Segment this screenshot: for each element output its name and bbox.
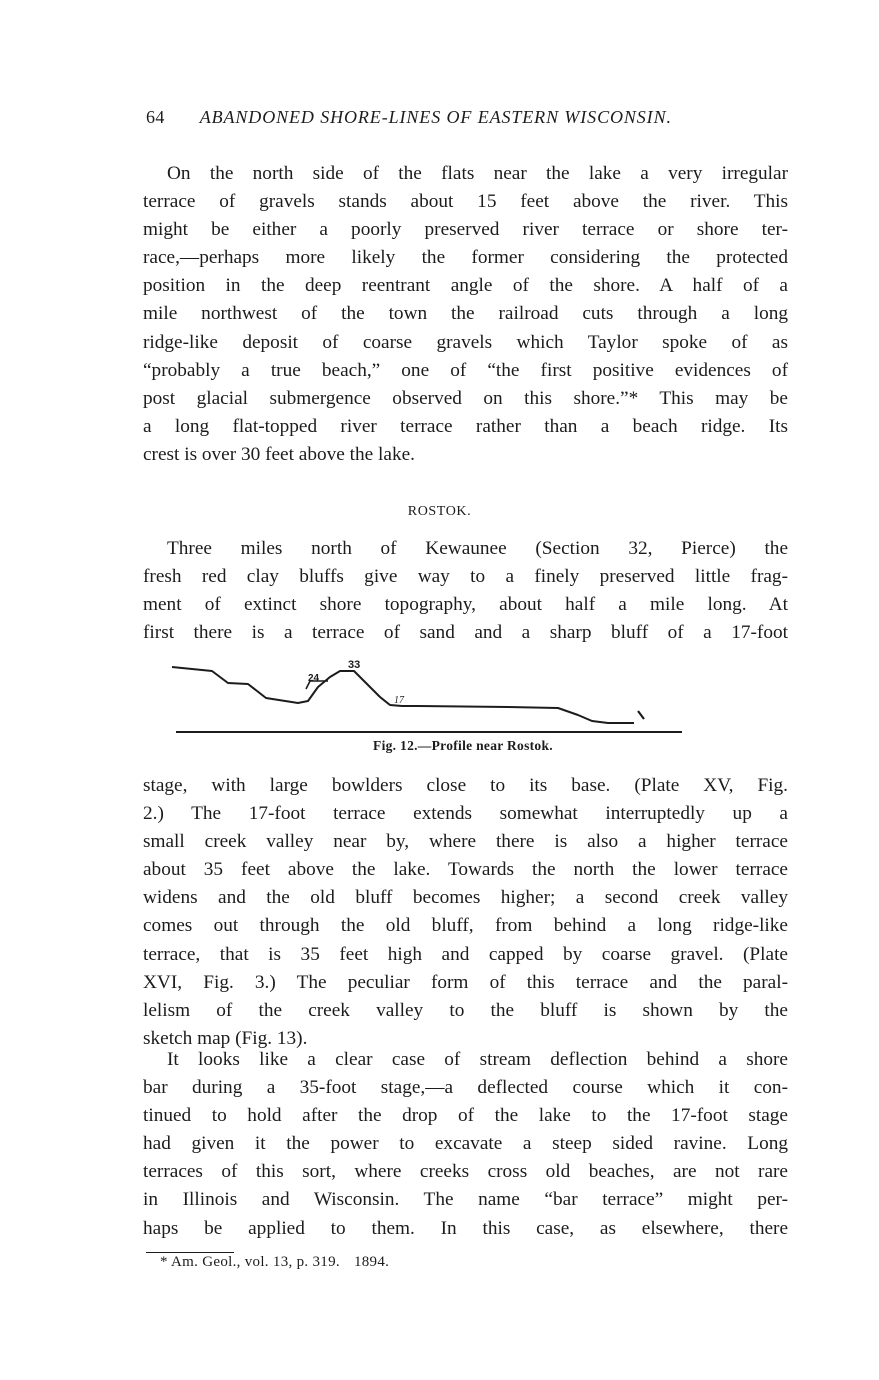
footnote — [160, 1254, 389, 1271]
text-line: mile northwest of the town the railroad cuts through a long — [143, 303, 788, 325]
text-line: XVI, Fig. 3.) The peculiar form of this terrace and the paral- — [143, 971, 788, 993]
shore-tick — [638, 711, 644, 719]
text-line: had given it the power to excavate a steep sided ravine. Long — [143, 1133, 788, 1155]
text-line: terraces of this sort, where creeks cross old beaches, are not rare — [143, 1161, 788, 1183]
text-line: position in the deep reentrant angle of the shore. A half of a — [143, 275, 788, 297]
running-header — [146, 107, 786, 128]
text-line: terrace of gravels stands about 15 feet above the river. This — [143, 191, 788, 213]
text-line: ridge-like deposit of coarse gravels which Taylor spoke of as — [143, 331, 788, 353]
text-line: fresh red clay bluffs give way to a finely preserved little frag- — [143, 566, 788, 588]
text-line: about 35 feet above the lake. Towards the north the lower terrace — [143, 859, 788, 881]
page-number: 64 — [146, 107, 165, 127]
text-line: small creek valley near by, where there is also a higher terrace — [143, 831, 788, 853]
text-line: It looks like a clear case of stream deflection behind a shore — [167, 1049, 788, 1070]
elevation-label-33: 33 — [348, 659, 361, 671]
text-line: in Illinois and Wisconsin. The name “bar terrace” might per- — [143, 1189, 788, 1211]
elevation-label-17: 17 — [394, 695, 404, 706]
text-line: comes out through the old bluff, from behind a long ridge-like — [143, 915, 788, 937]
text-line: bar during a 35-foot stage,—a deflected course which it con- — [143, 1077, 788, 1099]
section-heading: ROSTOK. — [407, 504, 472, 519]
text-line: a long flat-topped river terrace rather than a beach ridge. Its — [143, 415, 788, 437]
text-line: lelism of the creek valley to the bluff is shown by the — [143, 999, 788, 1021]
paragraph-3 — [143, 772, 788, 1053]
text-line: first there is a terrace of sand and a sharp bluff of a 17-foot — [143, 622, 788, 644]
text-line: widens and the old bluff becomes higher; a second creek valley — [143, 887, 788, 909]
text-line: sketch map (Fig. 13). — [143, 1027, 308, 1049]
text-line: post glacial submergence observed on this shore.”* This may be — [143, 387, 788, 409]
paragraph-2 — [143, 535, 788, 647]
paragraph-4 — [143, 1046, 788, 1243]
text-line: Three miles north of Kewaunee (Section 32, Pierce) the — [167, 538, 788, 559]
elevation-label-24: 24 — [308, 673, 320, 684]
text-line: On the north side of the flats near the lake a very irregular — [167, 163, 788, 184]
footnote-year: 1894. — [353, 1254, 390, 1270]
profile-figure — [168, 653, 688, 738]
text-line: 2.) The 17-foot terrace extends somewhat interruptedly up a — [143, 803, 788, 825]
running-title: ABANDONED SHORE-LINES OF EASTERN WISCONSIN. — [199, 107, 672, 127]
text-line: race,—perhaps more likely the former considering the protected — [143, 247, 788, 269]
figure-caption: Fig. 12.—Profile near Rostok. — [373, 738, 553, 753]
footnote-text: * Am. Geol., vol. 13, p. 319. — [160, 1254, 340, 1270]
text-line: crest is over 30 feet above the lake. — [143, 443, 415, 465]
text-line: terrace, that is 35 feet high and capped by coarse gravel. (Plate — [143, 943, 788, 965]
text-line: stage, with large bowlders close to its base. (Plate XV, Fig. — [143, 775, 788, 796]
text-line: tinued to hold after the drop of the lake to the 17-foot stage — [143, 1105, 788, 1127]
footnote-rule — [146, 1252, 234, 1253]
text-line: “probably a true beach,” one of “the first positive evidences of — [143, 359, 788, 381]
text-line: might be either a poorly preserved river terrace or shore ter- — [143, 219, 788, 241]
text-line: ment of extinct shore topography, about half a mile long. At — [143, 594, 788, 616]
text-line: haps be applied to them. In this case, as elsewhere, there — [143, 1217, 788, 1239]
paragraph-1 — [143, 160, 788, 469]
